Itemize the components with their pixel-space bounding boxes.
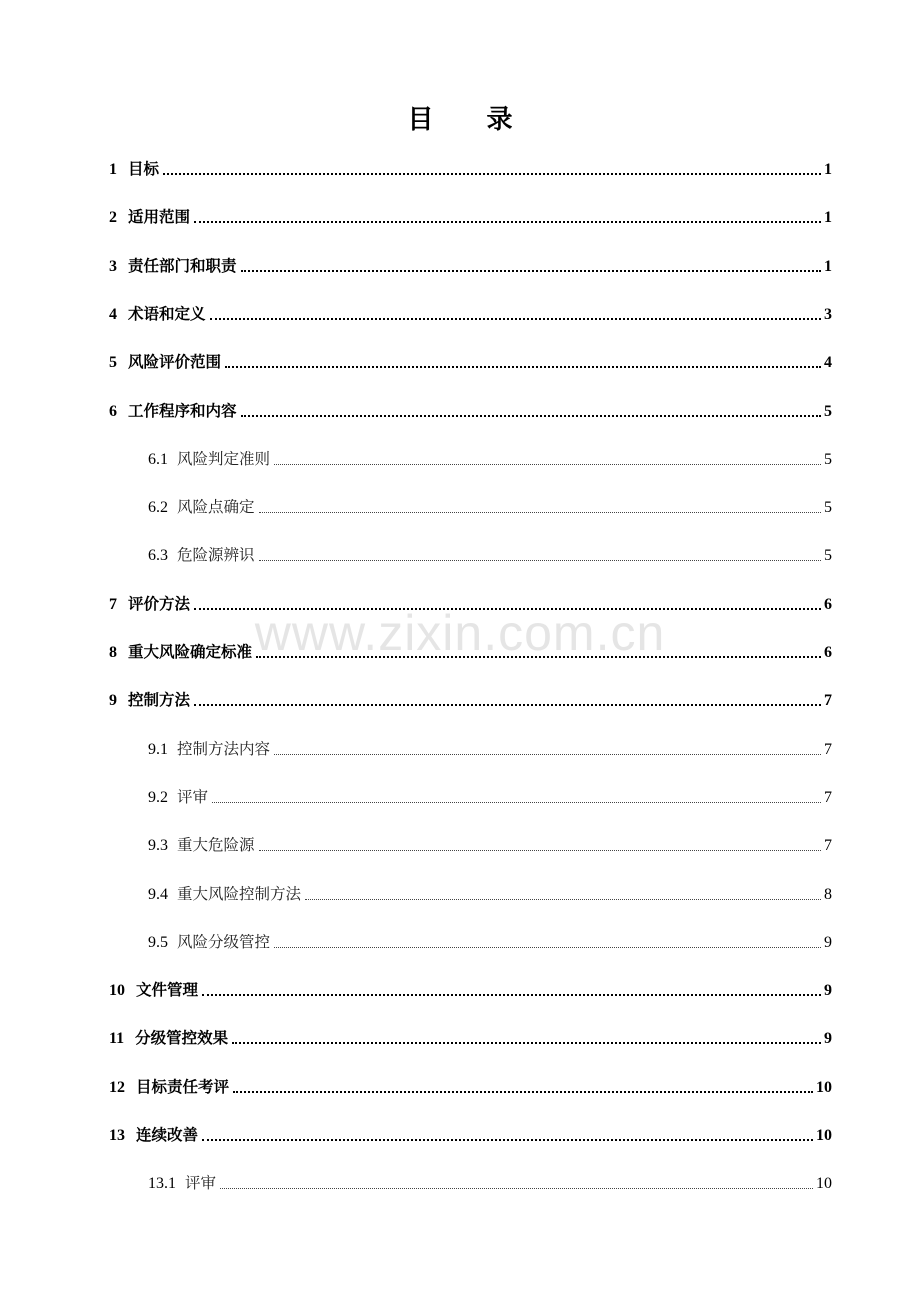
toc-entry-number: 3	[109, 257, 117, 275]
toc-dot-leader	[232, 1042, 821, 1044]
toc-entry-page-number: 3	[824, 305, 832, 323]
toc-entry-page-number: 6	[824, 644, 832, 661]
toc-entry[interactable]	[109, 156, 832, 182]
toc-entry[interactable]	[109, 253, 832, 279]
toc-entry-title: 评审	[185, 1174, 217, 1193]
toc-entry-title: 责任部门和职责	[128, 256, 237, 275]
toc-entry-page-number: 10	[816, 1175, 832, 1193]
toc-entry-number: 6	[109, 402, 117, 420]
toc-entry[interactable]	[148, 784, 832, 810]
toc-entry-title: 工作程序和内容	[128, 401, 237, 420]
toc-entry[interactable]	[109, 591, 832, 617]
toc-entry[interactable]	[148, 542, 832, 568]
toc-entry-number: 2	[109, 209, 117, 227]
toc-entry[interactable]	[109, 1074, 832, 1100]
toc-entry-title: 控制方法内容	[177, 739, 271, 758]
toc-entry-number: 5	[109, 354, 117, 372]
toc-dot-leader	[210, 318, 821, 320]
toc-entry-page-number: 8	[824, 885, 832, 903]
page-title: 目 录	[407, 105, 535, 135]
toc-entry-page-number: 5	[824, 499, 832, 517]
toc-entry-number: 10	[109, 982, 125, 1000]
toc-entry-title: 危险源辨识	[177, 546, 255, 565]
toc-entry-title: 术语和定义	[128, 304, 206, 323]
toc-entry-title: 目标	[128, 160, 160, 178]
toc-entry[interactable]	[148, 929, 832, 955]
toc-entry-title: 控制方法	[128, 691, 191, 710]
toc-entry-number: 9.1	[148, 740, 168, 758]
toc-entry-page-number: 1	[824, 257, 832, 275]
toc-entry-number: 13.1	[148, 1175, 176, 1193]
toc-dot-leader	[194, 704, 821, 706]
toc-entry[interactable]	[109, 977, 832, 1003]
toc-entry[interactable]	[109, 1025, 832, 1051]
toc-entry-title: 风险判定准则	[177, 449, 271, 468]
toc-entry-page-number: 7	[824, 837, 832, 855]
toc-entry[interactable]	[148, 494, 832, 520]
toc-entry-page-number: 6	[824, 595, 832, 613]
toc-entry-title: 分级管控效果	[135, 1029, 229, 1048]
toc-dot-leader	[241, 270, 821, 272]
toc-dot-leader	[225, 366, 821, 368]
toc-dot-leader	[212, 802, 821, 803]
toc-entry-title: 风险评价范围	[128, 353, 222, 372]
toc-entry-title: 风险分级管控	[177, 932, 271, 951]
toc-entry-number: 13	[109, 1127, 125, 1144]
toc-dot-leader	[259, 512, 821, 513]
toc-entry-title: 重大风险控制方法	[177, 884, 302, 903]
toc-entry[interactable]	[109, 398, 832, 424]
toc-entry-page-number: 7	[824, 740, 832, 758]
toc-entry-page-number: 7	[824, 788, 832, 806]
toc-entry-number: 6.2	[148, 499, 168, 517]
toc-dot-leader	[194, 221, 821, 223]
toc-dot-leader	[274, 754, 821, 755]
toc-entry-number: 6.1	[148, 450, 168, 468]
toc-dot-leader	[241, 415, 821, 417]
toc-entry-page-number: 9	[824, 982, 832, 1000]
toc-dot-leader	[256, 656, 821, 658]
toc-entry-page-number: 5	[824, 450, 832, 468]
toc-entry[interactable]	[148, 736, 832, 762]
toc-dot-leader	[202, 1139, 813, 1141]
toc-dot-leader	[274, 947, 821, 948]
toc-entry-page-number: 10	[816, 1127, 832, 1144]
toc-entry-number: 4	[109, 305, 117, 323]
toc-entry-page-number: 9	[824, 933, 832, 951]
toc-dot-leader	[202, 994, 821, 996]
toc-dot-leader	[259, 560, 821, 561]
toc-dot-leader	[259, 850, 821, 851]
toc-dot-leader	[163, 173, 821, 175]
toc-entry-page-number: 4	[824, 354, 832, 372]
toc-entry-number: 9.5	[148, 933, 168, 951]
toc-entry[interactable]	[109, 1122, 832, 1148]
toc-entry[interactable]	[109, 639, 832, 665]
toc-entry-page-number: 5	[824, 402, 832, 420]
toc-entry[interactable]	[148, 881, 832, 907]
toc-entry-number: 7	[109, 595, 117, 613]
toc-entry-page-number: 1	[824, 161, 832, 178]
toc-entry[interactable]	[109, 687, 832, 713]
toc-entry[interactable]	[148, 446, 832, 472]
toc-entry-title: 评价方法	[128, 594, 191, 613]
toc-entry-page-number: 10	[816, 1078, 832, 1096]
toc-entry-number: 8	[109, 644, 117, 661]
toc-entry[interactable]	[109, 349, 832, 375]
toc-entry-title: 适用范围	[128, 208, 191, 227]
toc-entry-title: 文件管理	[136, 981, 199, 1000]
toc-entry-number: 6.3	[148, 547, 168, 565]
toc-dot-leader	[305, 899, 821, 900]
toc-entry-title: 目标责任考评	[136, 1077, 230, 1096]
toc-entry-number: 12	[109, 1078, 125, 1096]
toc-entry-page-number: 1	[824, 209, 832, 227]
watermark: www.zixin.com.cn	[254, 605, 666, 661]
toc-entry-title: 重大风险确定标准	[128, 643, 253, 661]
toc-entry-title: 连续改善	[136, 1126, 199, 1144]
toc-entry-page-number: 5	[824, 547, 832, 565]
toc-entry-page-number: 9	[824, 1030, 832, 1048]
toc-entry-title: 风险点确定	[177, 498, 255, 517]
toc-entry[interactable]	[109, 301, 832, 327]
toc-entry[interactable]	[109, 204, 832, 230]
toc-dot-leader	[220, 1188, 813, 1189]
toc-entry-number: 1	[109, 161, 117, 178]
toc-entry-number: 9.3	[148, 837, 168, 855]
toc-entry-title: 重大危险源	[177, 836, 255, 855]
toc-entry[interactable]	[148, 1170, 832, 1196]
toc-dot-leader	[274, 464, 821, 465]
toc-entry-title: 评审	[177, 787, 209, 806]
toc-dot-leader	[194, 608, 821, 610]
toc-dot-leader	[233, 1091, 813, 1093]
toc-entry-page-number: 7	[824, 692, 832, 710]
toc-entry-number: 9	[109, 692, 117, 710]
toc-entry-number: 9.2	[148, 788, 168, 806]
toc-entry-number: 11	[109, 1030, 125, 1048]
toc-entry[interactable]	[148, 832, 832, 858]
toc-entry-number: 9.4	[148, 885, 168, 903]
